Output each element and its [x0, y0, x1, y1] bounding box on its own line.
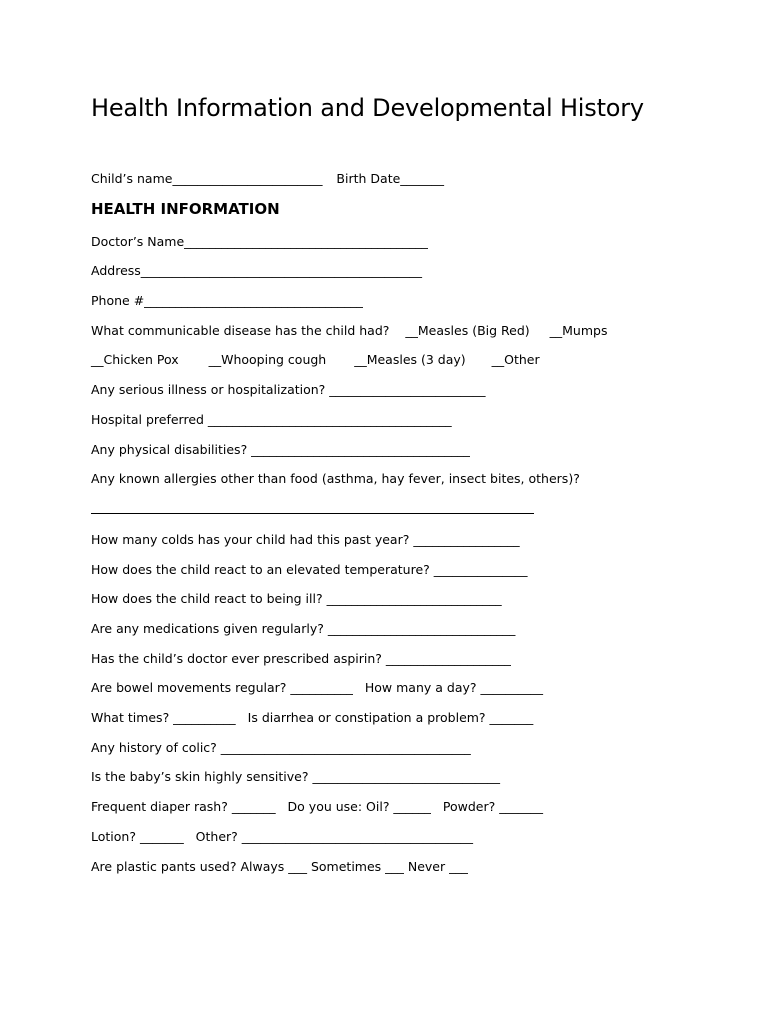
option-measles-3-day[interactable]: __Measles (3 day): [354, 352, 466, 367]
option-other[interactable]: __Other: [491, 352, 540, 367]
birth-date-field[interactable]: Birth Date_______: [336, 171, 445, 186]
medications-field[interactable]: Are any medications given regularly? ______________________________: [91, 621, 516, 636]
skin-sensitive-field[interactable]: Is the baby’s skin highly sensitive? ______________________________: [91, 769, 500, 784]
diarrhea-field[interactable]: Is diarrhea or constipation a problem? _______: [247, 710, 534, 725]
allergies-answer-line[interactable]: [91, 513, 534, 515]
being-ill-field[interactable]: How does the child react to being ill? ____________________________: [91, 591, 502, 606]
what-times-field[interactable]: What times? __________: [91, 710, 236, 725]
plastic-pants-field[interactable]: Are plastic pants used? Always ___ Sometimes ___ Never ___: [91, 859, 468, 874]
physical-disabilities-field[interactable]: Any physical disabilities? ___________________________________: [91, 442, 470, 457]
option-measles-big-red[interactable]: __Measles (Big Red): [405, 323, 530, 338]
child-name-field[interactable]: Child’s name________________________: [91, 171, 323, 186]
times-row: [91, 710, 533, 725]
diaper-rash-field[interactable]: Frequent diaper rash? _______: [91, 799, 276, 814]
bowel-movements-row: [91, 680, 543, 695]
hospital-preferred-field[interactable]: Hospital preferred _______________________________________: [91, 412, 452, 427]
section-heading: HEALTH INFORMATION: [91, 200, 280, 218]
oil-field[interactable]: Do you use: Oil? ______: [287, 799, 431, 814]
communicable-question: What communicable disease has the child had?: [91, 323, 390, 338]
colic-field[interactable]: Any history of colic? ________________________________________: [91, 740, 471, 755]
bowel-regular-field[interactable]: Are bowel movements regular? __________: [91, 680, 353, 695]
elevated-temperature-field[interactable]: How does the child react to an elevated temperature? _______________: [91, 562, 528, 577]
powder-field[interactable]: Powder? _______: [442, 799, 543, 814]
communicable-disease-row: [91, 323, 607, 338]
colds-field[interactable]: How many colds has your child had this past year? _________________: [91, 532, 520, 547]
how-many-a-day-field[interactable]: How many a day? __________: [364, 680, 543, 695]
allergies-question: Any known allergies other than food (asthma, hay fever, insect bites, others)?: [91, 471, 580, 486]
option-chicken-pox[interactable]: __Chicken Pox: [91, 352, 179, 367]
option-whooping-cough[interactable]: __Whooping cough: [208, 352, 327, 367]
option-mumps[interactable]: __Mumps: [549, 323, 608, 338]
serious-illness-field[interactable]: Any serious illness or hospitalization? _________________________: [91, 382, 486, 397]
disease-options-row: [91, 352, 540, 367]
phone-field[interactable]: Phone #___________________________________: [91, 293, 363, 308]
other-use-field[interactable]: Other? _____________________________________: [195, 829, 474, 844]
aspirin-field[interactable]: Has the child’s doctor ever prescribed aspirin? ____________________: [91, 651, 511, 666]
diaper-rash-row: [91, 799, 543, 814]
lotion-field[interactable]: Lotion? _______: [91, 829, 184, 844]
doctor-name-field[interactable]: Doctor’s Name_______________________________________: [91, 234, 428, 249]
address-field[interactable]: Address_____________________________________________: [91, 263, 423, 278]
lotion-row: [91, 829, 473, 844]
child-info-row: [91, 171, 444, 186]
page-title: Health Information and Developmental History: [91, 94, 644, 122]
